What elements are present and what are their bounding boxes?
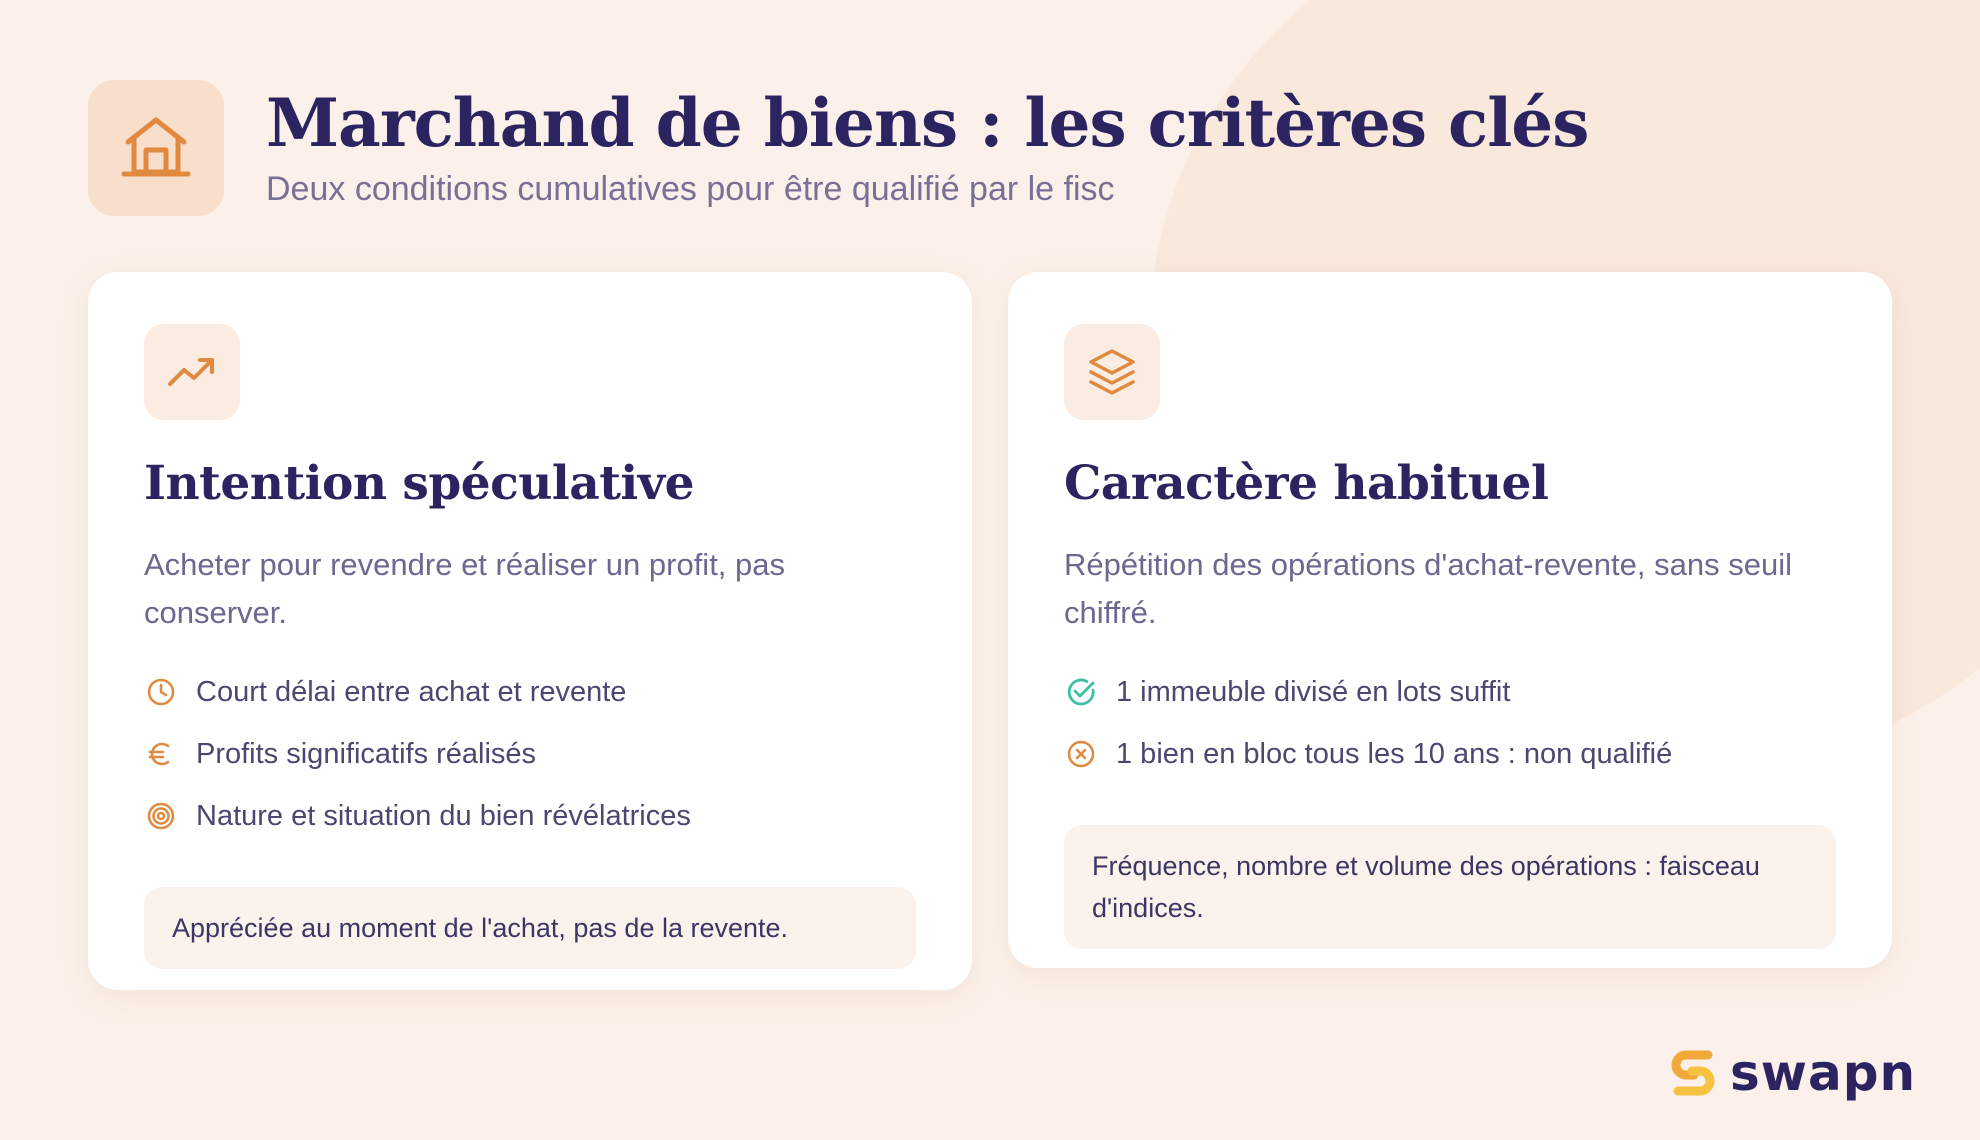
- bullet-text: Court délai entre achat et revente: [196, 675, 627, 708]
- home-icon: [116, 108, 196, 188]
- card-title: Intention spéculative: [144, 456, 694, 511]
- card-note: Fréquence, nombre et volume des opérations : faisceau d'indices.: [1064, 825, 1836, 949]
- clock-icon: [144, 675, 178, 709]
- brand-logo: [1670, 1044, 1916, 1102]
- card-title: Caractère habituel: [1064, 456, 1549, 511]
- card-icon-box: [144, 324, 240, 420]
- bullet-list: [144, 661, 916, 847]
- criterion-card-habitual: [1008, 272, 1892, 968]
- card-description: Acheter pour revendre et réaliser un profit, pas conserver.: [144, 547, 786, 630]
- page-subtitle: Deux conditions cumulatives pour être qualifié par le fisc: [266, 169, 1115, 208]
- target-icon: [144, 799, 178, 833]
- criterion-card-speculative: [88, 272, 972, 990]
- list-item: [1064, 661, 1836, 723]
- list-item: [1064, 723, 1836, 785]
- euro-icon: [144, 737, 178, 771]
- bullet-text: Profits significatifs réalisés: [196, 737, 537, 770]
- page-header: [88, 80, 1588, 216]
- card-description: Répétition des opérations d'achat-revente, sans seuil chiffré.: [1064, 547, 1792, 630]
- list-item: [144, 661, 916, 723]
- bullet-text: 1 bien en bloc tous les 10 ans : non qualifié: [1116, 737, 1673, 770]
- list-item: [144, 723, 916, 785]
- check-circle-icon: [1064, 675, 1098, 709]
- brand-name: swapn: [1730, 1044, 1917, 1102]
- trending-up-icon: [166, 346, 218, 398]
- x-circle-icon: [1064, 737, 1098, 771]
- bullet-text: Nature et situation du bien révélatrices: [196, 799, 691, 832]
- layers-icon: [1085, 345, 1139, 399]
- header-icon-box: [88, 80, 224, 216]
- bullet-text: 1 immeuble divisé en lots suffit: [1116, 675, 1511, 708]
- swapn-logo-icon: [1670, 1045, 1716, 1101]
- bullet-list: [1064, 661, 1836, 785]
- list-item: [144, 785, 916, 847]
- page-title: Marchand de biens : les critères clés: [266, 84, 1589, 163]
- card-icon-box: [1064, 324, 1160, 420]
- card-note: Appréciée au moment de l'achat, pas de la revente.: [144, 887, 916, 969]
